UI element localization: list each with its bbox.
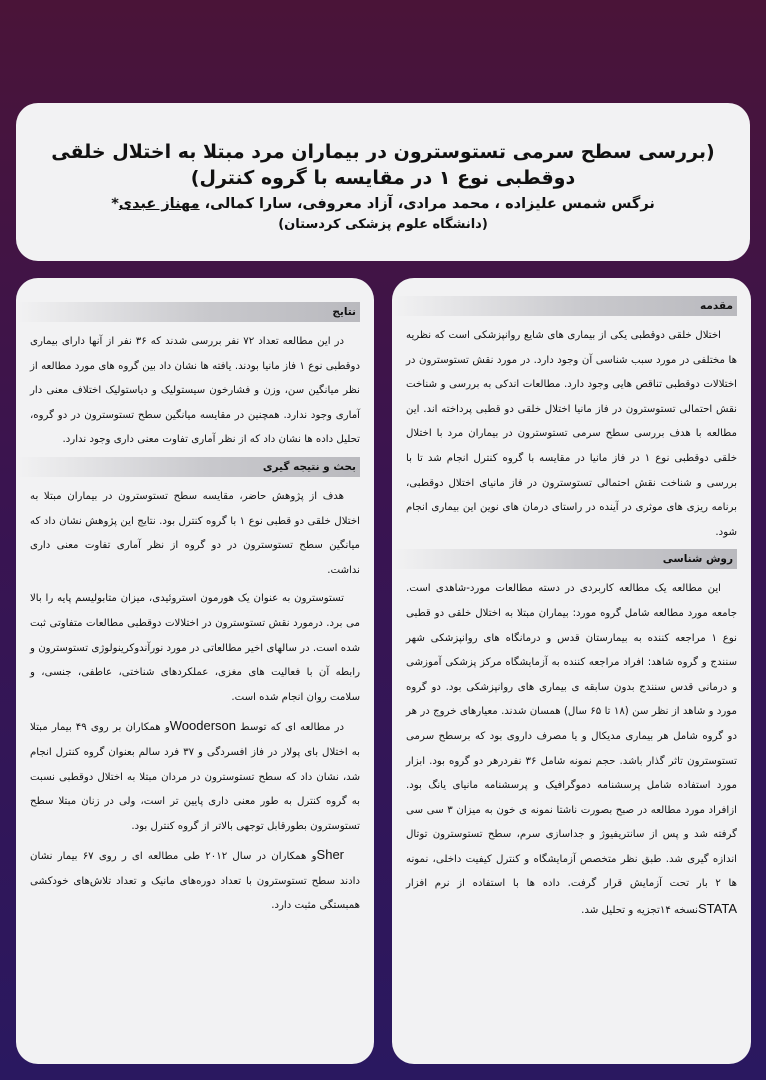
methods-text-part2: نسخه ۱۴تجزیه و تحلیل شد. [581,905,698,917]
poster-header [16,103,750,261]
left-column-panel [16,278,374,1064]
discussion-p4-text: و همکاران در سال ۲۰۱۲ طی مطالعه ای ر روی ۶۷ بیمار نشان دادند سطح تستوسترون با تعداد دوره‌های مانیک و تعداد تلاش‌های خودکشی همبستگی مثبت دارد. [30,851,360,912]
results-text: در این مطالعه تعداد ۷۲ نفر بررسی شدند که ۳۶ نفر از آنها دارای بیماری دوقطبی نوع ۱ فاز مانیا بودند. یافته ها نشان داد بین گروه های مورد مطالعه از نظر میانگین سن، وزن و فشارخون سیستولیک و دیاستولیک اختلاف معنی دار آماری وجود ندارد. همچنین در مقایسه میانگین سطح تستوسترون در دو گروه، تحلیل داده ها نشان داد که از نظر آماری تفاوت معنی داری وجود ندارد. [30,336,361,446]
methods-software: STATA [698,901,737,917]
authors-line [46,193,720,215]
discussion-paragraph-3 [30,714,360,839]
discussion-p3-text: و همکاران بر روی ۴۹ بیمار مبتلا به اختلال بای پولار در فاز افسردگی و ۳۷ فرد سالم بعنوان گروه کنترل انجام شد، نشان داد که سطح تستوسترون در مردان مبتلا به اختلال دوقطبی نسبت به گروه کنترل به طور معنی داری پایین تر است، ولی در زنان مبتلا سطح تستوسترون بطورقابل توجهی بالاتر از گروه کنترل بود. [30,722,360,832]
discussion-paragraph-1: هدف از پژوهش حاضر، مقایسه سطح تستوسترون در بیماران مبتلا به اختلال خلقی دو قطبی نوع ۱ با گروه کنترل بود. نتایج این پژوهش نشان داد که میانگین سطح تستوسترون در دو گروه از نظر آماری تفاوت معنی داری نداشت. [30,490,360,576]
methods-heading: روش شناسی [392,549,737,569]
right-column-panel [392,278,751,1064]
poster-title: (بررسی سطح سرمی تستوسترون در بیماران مرد مبتلا به اختلال خلقی دوقطبی نوع ۱ در مقایسه با گروه کنترل) [51,141,715,189]
methods-text [406,577,737,923]
discussion-heading: بحث و نتیجه گیری [16,457,360,477]
intro-heading: مقدمه [392,296,737,316]
results-heading: نتایج [16,302,360,322]
affiliation: (دانشگاه علوم پزشکی کردستان) [278,217,488,232]
corresponding-author: مهناز عبدی [118,196,200,212]
discussion-paragraph-2: تستوسترون به عنوان یک هورمون استروئیدی، میزان متابولیسم پایه را بالا می برد. درمورد نقش تستوسترون در اختلالات دوقطبی مطالعات متفاوتی ثبت شده است. در سالهای اخیر مطالعاتی در مورد نورآندوکرینولوژی تستوسترون و رابطه آن با فعالیت های مغزی، عملکردهای شناختی، عاطفی، جنسی، و سلامت روان انجام شده است. [30,593,360,703]
methods-text-part1: این مطالعه یک مطالعه کاربردی در دسته مطالعات مورد-شاهدی است. جامعه مورد مطالعه شامل گروه مورد: بیماران مبتلا به اختلال خلقی دو قطبی نوع ۱ مراجعه کننده به بیمارستان قدس و درمانگاه های روانپزشکی شهر سنندج و گروه شاهد: افراد مراجعه کننده به آزمایشگاه مرکز پزشکی آموزشی و درمانی قدس سنندج بدون سابقه ی بیماری های روانپزشکی بود. دو گروه مورد و شاهد از نظر سن (۱۸ تا ۶۵ سال) همسان شدند. معیارهای خروج در هر دو گروه شامل هر بیماری مدیکال و یا مصرف داروی بود که برسطح سرمی تستوسترون تاثر گذار باشد. حجم نمونه شامل ۳۶ نفردرهر دو گروه بود. ابزار مورد استفاده شامل پرسشنامه دموگرافیک و پرسشنامه مانیای یانگ بود. ازافراد مورد مطالعه در صبح بصورت ناشتا نمونه ی خون به میزان ۳ سی سی گرفته شد و پس از سانتریفیوژ و جداسازی سرم، سطح تستوسترون توتال اندازه گیری شد. طبق نظر متخصص آزمایشگاه و کنترل کیفیت داخلی، نمونه ها ۲ بار تحت آزمایش قرار گرفت. داده ها با استفاده از نرم افزار [406,583,738,890]
discussion-p3-name: Wooderson [169,718,236,734]
discussion-p4-name: Sher [316,847,345,863]
intro-text: اختلال خلقی دوقطبی یکی از بیماری های شایع روانپزشکی است که نظریه ها مختلفی در مورد سبب شناسی آن وجود دارد. در مورد نقش تستوسترون در اختلالات دوقطبی تناقص هایی وجود دارد. مطالعات اندکی به بررسی و شناخت نقش احتمالی تستوسترون در فاز مانیا اختلال خلقی دو قطبی پرداخته اند. این مطالعه با هدف بررسی سطح سرمی تستوسترون در بیماران مرد با اختلال خلقی دوقطبی نوع ۱ در فاز مانیا در مقایسه با گروه کنترل انجام شد تا با بررسی و شناخت نقش احتمالی تستوسترون در فاز مانیای اختلال دوقطبی، برنامه ریزی های موثری در آینده در راستای درمان های نوین این بیماری انجام شود. [406,330,737,538]
discussion-paragraph-4 [30,843,360,919]
discussion-p3-prefix: در مطالعه ای که توسط [240,722,345,734]
corresponding-mark: * [111,196,119,212]
authors-list: نرگس شمس علیزاده ، محمد مرادی، آزاد معروفی، سارا کمالی، [204,196,655,212]
